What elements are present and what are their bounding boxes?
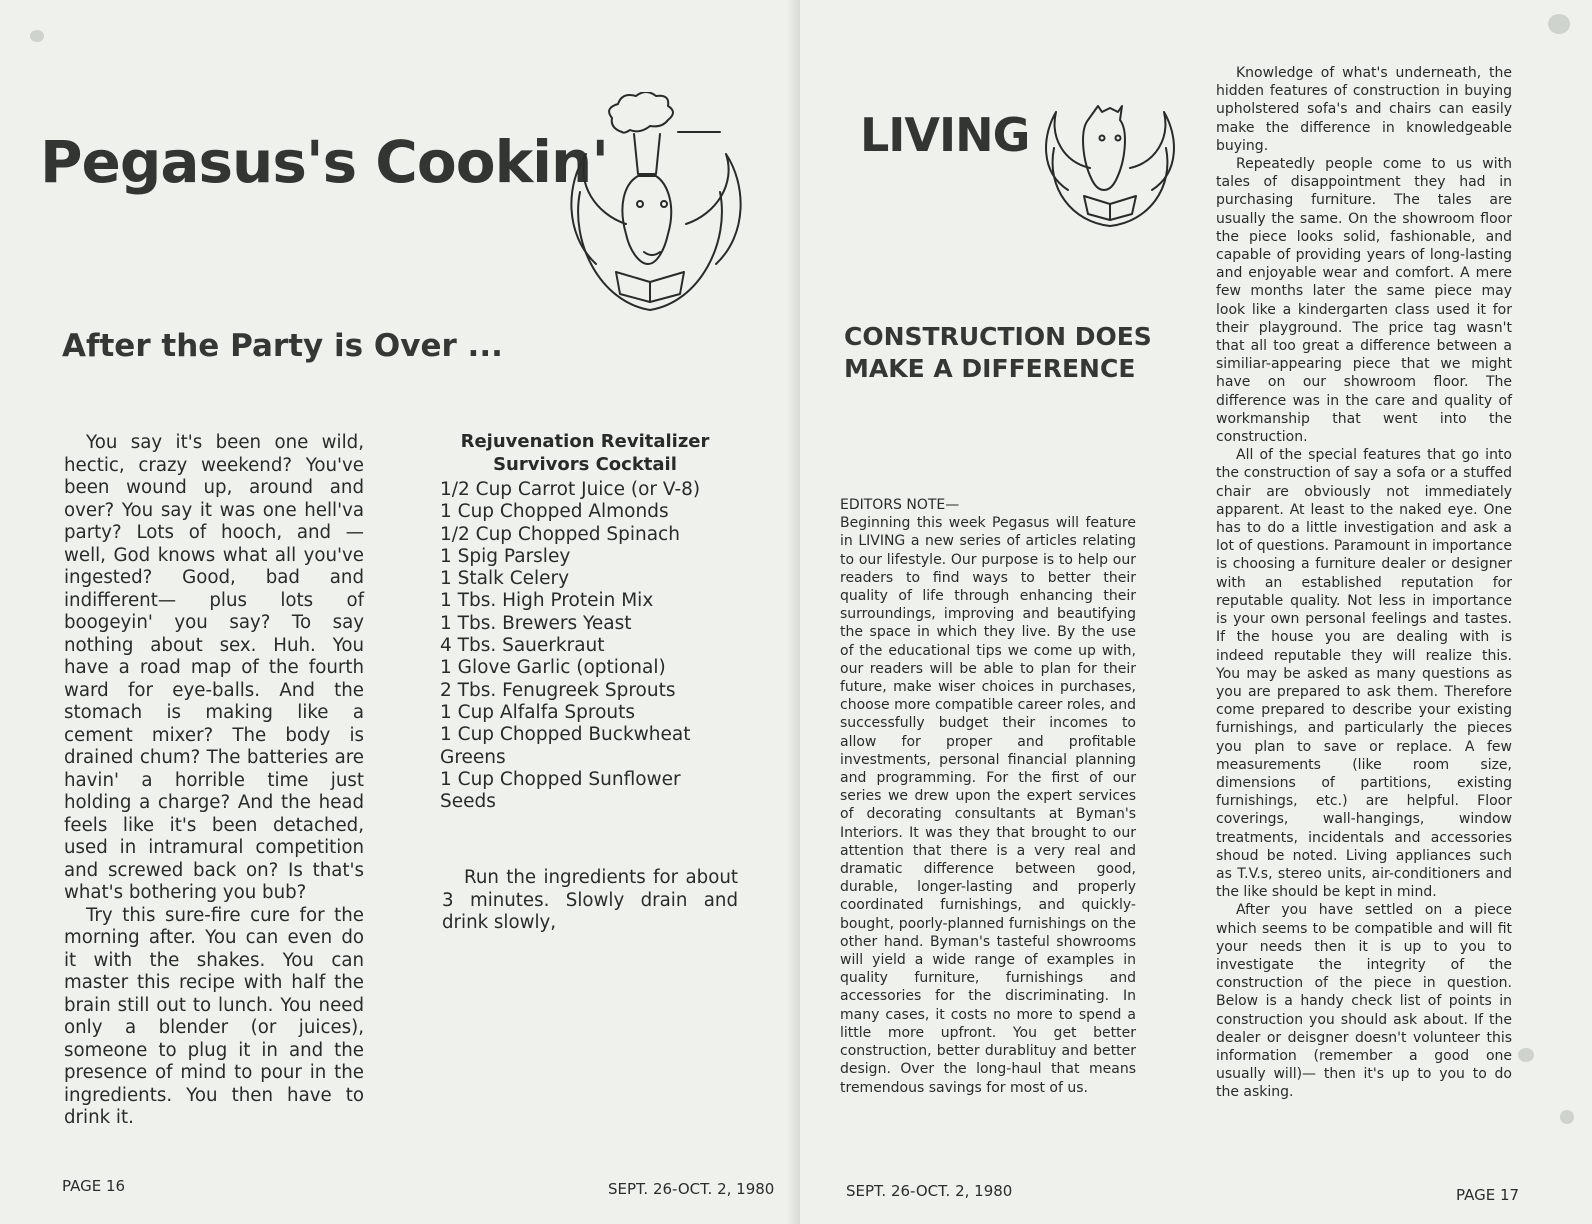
ingredient-item: 1 Stalk Celery bbox=[440, 568, 570, 590]
ingredient-list bbox=[440, 479, 740, 813]
ingredient-item: 4 Tbs. Sauerkraut bbox=[440, 635, 605, 657]
article-headline bbox=[844, 321, 1164, 385]
article-paragraph: Knowledge of what's underneath, the hidden features of construction in buying upholstered sofa's and chairs can easily make the difference in knowledgeable buying. bbox=[1216, 65, 1512, 154]
page-masthead: LIVING bbox=[860, 108, 1030, 162]
article-paragraph: After you have settled on a piece which seems to be compatible and will fit your needs then it is up to you to investigate the integrity of the construction of the piece in question. Below is a handy check list of points in construction you should ask about. If the dealer or deisgner doesn't volunteer this information (remember a good one usually will)— then it's up to you to do the asking. bbox=[1216, 902, 1512, 1101]
article-paragraph: Try this sure-fire cure for the morning after. You can even do it with the shakes. You can master this recipe with half the brain still out to lunch. You need only a blender (or juices), someone to plug it in and the presence of mind to pour in the ingredients. You then have to drink it. bbox=[64, 904, 364, 1128]
ingredient-item: 1 Tbs. High Protein Mix bbox=[440, 590, 654, 612]
pegasus-reading-logo-icon bbox=[1040, 98, 1180, 228]
recipe-title bbox=[440, 430, 730, 476]
page-masthead: Pegasus's Cookin' bbox=[40, 128, 609, 196]
pegasus-chef-logo-icon bbox=[560, 92, 750, 322]
ingredient-item: 1/2 Cup Carrot Juice (or V-8) bbox=[440, 479, 701, 500]
ingredient-item: 1/2 Cup Chopped Spinach bbox=[440, 523, 680, 545]
recipe-title-line: Rejuvenation Revitalizer bbox=[460, 431, 710, 452]
paper-speck bbox=[1518, 1048, 1534, 1062]
ingredient-item: 1 Cup Chopped Sunflower Seeds bbox=[440, 768, 681, 813]
directions-paragraph: Run the ingredients for about 3 minutes. Slowly drain and drink slowly, bbox=[442, 867, 738, 933]
page-number: PAGE 16 bbox=[62, 1177, 126, 1195]
recipe-directions bbox=[442, 867, 738, 935]
headline-line: MAKE A DIFFERENCE bbox=[844, 354, 1136, 383]
article-column bbox=[1216, 64, 1512, 1102]
article-body bbox=[64, 432, 364, 1130]
headline-line: CONSTRUCTION DOES bbox=[844, 322, 1152, 351]
ingredient-item: 1 Cup Alfalfa Sprouts bbox=[440, 701, 636, 723]
paper-speck bbox=[1560, 1110, 1574, 1124]
ingredient-item: 1 Spig Parsley bbox=[440, 545, 571, 567]
recipe-title-line: Survivors Cocktail bbox=[493, 454, 677, 475]
ingredient-item: 2 Tbs. Fenugreek Sprouts bbox=[440, 679, 676, 701]
editors-note bbox=[840, 496, 1136, 1097]
paper-speck bbox=[1548, 14, 1570, 34]
page-number: PAGE 17 bbox=[1456, 1186, 1520, 1204]
right-page bbox=[800, 0, 1592, 1224]
paper-speck bbox=[30, 30, 44, 42]
issue-date: SEPT. 26-OCT. 2, 1980 bbox=[846, 1182, 1013, 1200]
article-paragraph: You say it's been one wild, hectic, crazy weekend? You've been wound up, around and over? You say it was one hell'va party? Lots of hooch, and — well, God knows what all you've ingested? Good, bad and indifferent— plus lots of boogeyin' you say? To say nothing about sex. Huh. You have a road map of the fourth ward for eye-balls. And the stomach is making like a cement mixer? The body is drained chum? The batteries are havin' a horrible time just holding a charge? And the head feels like it's been detached, used in intramural competition and screwed back on? Is that's what's bothering you bub? bbox=[64, 432, 364, 903]
ingredient-item: 1 Tbs. Brewers Yeast bbox=[440, 612, 632, 634]
issue-date: SEPT. 26-OCT. 2, 1980 bbox=[608, 1180, 775, 1198]
article-paragraph: Repeatedly people come to us with tales of disappointment they had in purchasing furniture. The tales are usually the same. On the showroom floor the piece looks solid, fashionable, and capable of providing years of long-lasting and enjoyable wear and comfort. A mere few months later the same piece may look like a kindergarten class used it for their playground. The price tag wasn't that all too great a difference between a similiar-appearing piece that we might have on our showroom floor. The difference was in the care and quality of workmanship that went into the construction. bbox=[1216, 156, 1512, 446]
editors-note-body: Beginning this week Pegasus will feature in LIVING a new series of articles relating to our lifestyle. Our purpose is to help our readers to find ways to better their quality of life through enhancing their surroundings, improving and beautifying the space in which they live. By the use of the educational tips we come up with, our readers will be able to plan for their future, make wiser choices in purchases, choose more compatible career roles, and successfully budget their incomes to allow for proper and profitable investments, personal financial planning and programming. For the first of our series we drew upon the expert services of decorating consultants at Byman's Interiors. It was they that brought to our attention that there is a very real and dramatic difference between good, durable, longer-lasting and properly coordinated furnishings, and quickly-bought, poorly-planned furnishings on the other hand. Byman's tasteful showrooms will yield a wide range of examples in quality furniture, furnishings and accessories for the discriminating. In many cases, it costs no more to spend a little more upfront. You get better construction, better durablituy and better design. Over the long-haul that means tremendous savings for most of us. bbox=[840, 515, 1136, 1096]
ingredient-item: 1 Glove Garlic (optional) bbox=[440, 657, 666, 679]
ingredient-item: 1 Cup Chopped Almonds bbox=[440, 501, 669, 523]
article-headline: After the Party is Over ... bbox=[62, 328, 503, 364]
editors-note-label: EDITORS NOTE— bbox=[840, 497, 960, 513]
ingredient-item: 1 Cup Chopped Buckwheat Greens bbox=[440, 724, 691, 768]
article-paragraph: All of the special features that go into the construction of say a sofa or a stuffed chair are obviously not immediately apparent. At least to the naked eye. One has to do a little investigation and ask a lot of questions. Paramount in importance is choosing a furniture dealer or designer with an established reputation for reputable quality. Not less in importance is your own personal feelings and tastes. If the house you are dealing with is indeed reputable they will realize this. You may be asked as many questions as you are prepared to ask them. Therefore come prepared to describe your existing furnishings, and particularly the pieces you plan to save or replace. A few measurements (like room size, dimensions of partitions, existing furnishings, etc.) are helpful. Floor coverings, wall-hangings, window treatments, incidentals and accessories shoud be noted. Living appliances such as T.V.s, stereo units, air-conditioners and the like should be kept in mind. bbox=[1216, 447, 1512, 901]
